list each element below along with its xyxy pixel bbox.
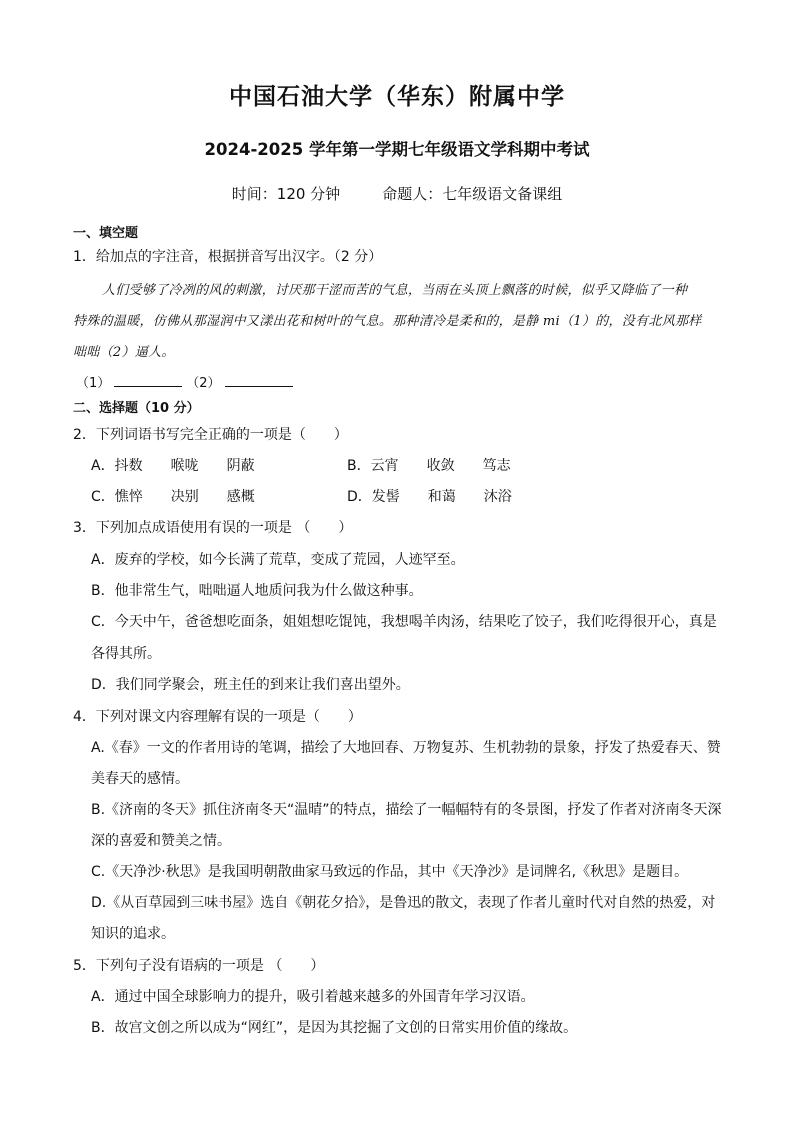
blank-label-2: （2） bbox=[186, 376, 221, 391]
exam-author: 命题人：七年级语文备课组 bbox=[382, 185, 563, 203]
q2-option-a: A．抖数 喉咙 阴蔽 bbox=[91, 458, 255, 474]
q1-answer-blanks bbox=[76, 372, 297, 391]
q4-option-d: D.《从百草园到三味书屋》选自《朝花夕拾》，是鲁迅的散文，表现了作者儿童时代对自然的热爱，对 bbox=[91, 895, 716, 911]
q3-option-b: B．他非常生气，咄咄逼人地质问我为什么做这种事。 bbox=[91, 583, 423, 599]
q3-option-c: C．今天中午，爸爸想吃面条，姐姐想吃馄饨，我想喝羊肉汤，结果吃了饺子，我们吃得很开心，真是 bbox=[91, 614, 717, 630]
exam-title: 2024-2025 学年第一学期七年级语文学科期中考试 bbox=[204, 140, 590, 159]
q4-option-b: B.《济南的冬天》抓住济南冬天“温晴”的特点，描绘了一幅幅特有的冬景图，抒发了作者对济南冬天深 bbox=[91, 802, 722, 818]
q1-stem: 1．给加点的字注音，根据拼音写出汉字。（2 分） bbox=[73, 249, 383, 265]
q3-stem: 3．下列加点成语使用有误的一项是 （ ） bbox=[73, 520, 353, 536]
q4-option-b-cont: 深的喜爱和赞美之情。 bbox=[91, 833, 231, 849]
blank-label-1: （1） bbox=[76, 376, 111, 391]
q4-stem: 4．下列对课文内容理解有误的一项是（ ） bbox=[73, 709, 362, 725]
q1-passage-line-1: 人们受够了冷冽的风的刺激，讨厌那干涩而苦的气息，当雨在头顶上飘落的时候，似乎又降临了一种 bbox=[102, 283, 688, 298]
exam-time: 时间：120 分钟 bbox=[231, 185, 341, 203]
q2-stem: 2．下列词语书写完全正确的一项是（ ） bbox=[73, 427, 348, 443]
answer-blank-1[interactable] bbox=[114, 374, 182, 387]
answer-blank-2[interactable] bbox=[225, 374, 293, 387]
q5-stem: 5．下列句子没有语病的一项是 （ ） bbox=[73, 958, 325, 974]
q4-option-a: A.《春》一文的作者用诗的笔调，描绘了大地回春、万物复苏、生机勃勃的景象，抒发了热爱春天、赞 bbox=[91, 740, 721, 756]
q2-option-d: D．发髻 和蔼 沐浴 bbox=[347, 489, 512, 505]
q4-option-c: C.《天净沙·秋思》是我国明朝散曲家马致远的作品，其中《天净沙》是词牌名,《秋思》是题目。 bbox=[91, 864, 689, 880]
q3-option-a: A．废弃的学校，如今长满了荒草，变成了荒园，人迹罕至。 bbox=[91, 552, 465, 568]
q1-passage-line-3: 咄咄（2）逼人。 bbox=[73, 345, 175, 360]
section-heading-choice: 二、选择题（10 分） bbox=[73, 401, 200, 416]
q3-option-c-cont: 各得其所。 bbox=[91, 646, 161, 662]
q4-option-a-cont: 美春天的感情。 bbox=[91, 771, 189, 787]
section-heading-fill: 一、填空题 bbox=[73, 226, 139, 241]
q3-option-d: D．我们同学聚会，班主任的到来让我们喜出望外。 bbox=[91, 677, 410, 693]
q5-option-b: B．故宫文创之所以成为“网红”，是因为其挖掘了文创的日常实用价值的缘故。 bbox=[91, 1020, 578, 1036]
q1-passage-line-2: 特殊的温暖，仿佛从那湿润中又漾出花和树叶的气息。那种清冷是柔和的，是静 mi（1）的，没有北风那样 bbox=[73, 314, 702, 329]
q2-option-c: C．憔悴 决别 感概 bbox=[91, 489, 255, 505]
q2-option-b: B．云宵 收敛 笃志 bbox=[347, 458, 511, 474]
q4-option-d-cont: 知识的追求。 bbox=[91, 926, 175, 942]
exam-meta bbox=[0, 183, 794, 204]
q5-option-a: A．通过中国全球影响力的提升，吸引着越来越多的外国青年学习汉语。 bbox=[91, 989, 535, 1005]
school-title: 中国石油大学（华东）附属中学 bbox=[229, 84, 565, 110]
